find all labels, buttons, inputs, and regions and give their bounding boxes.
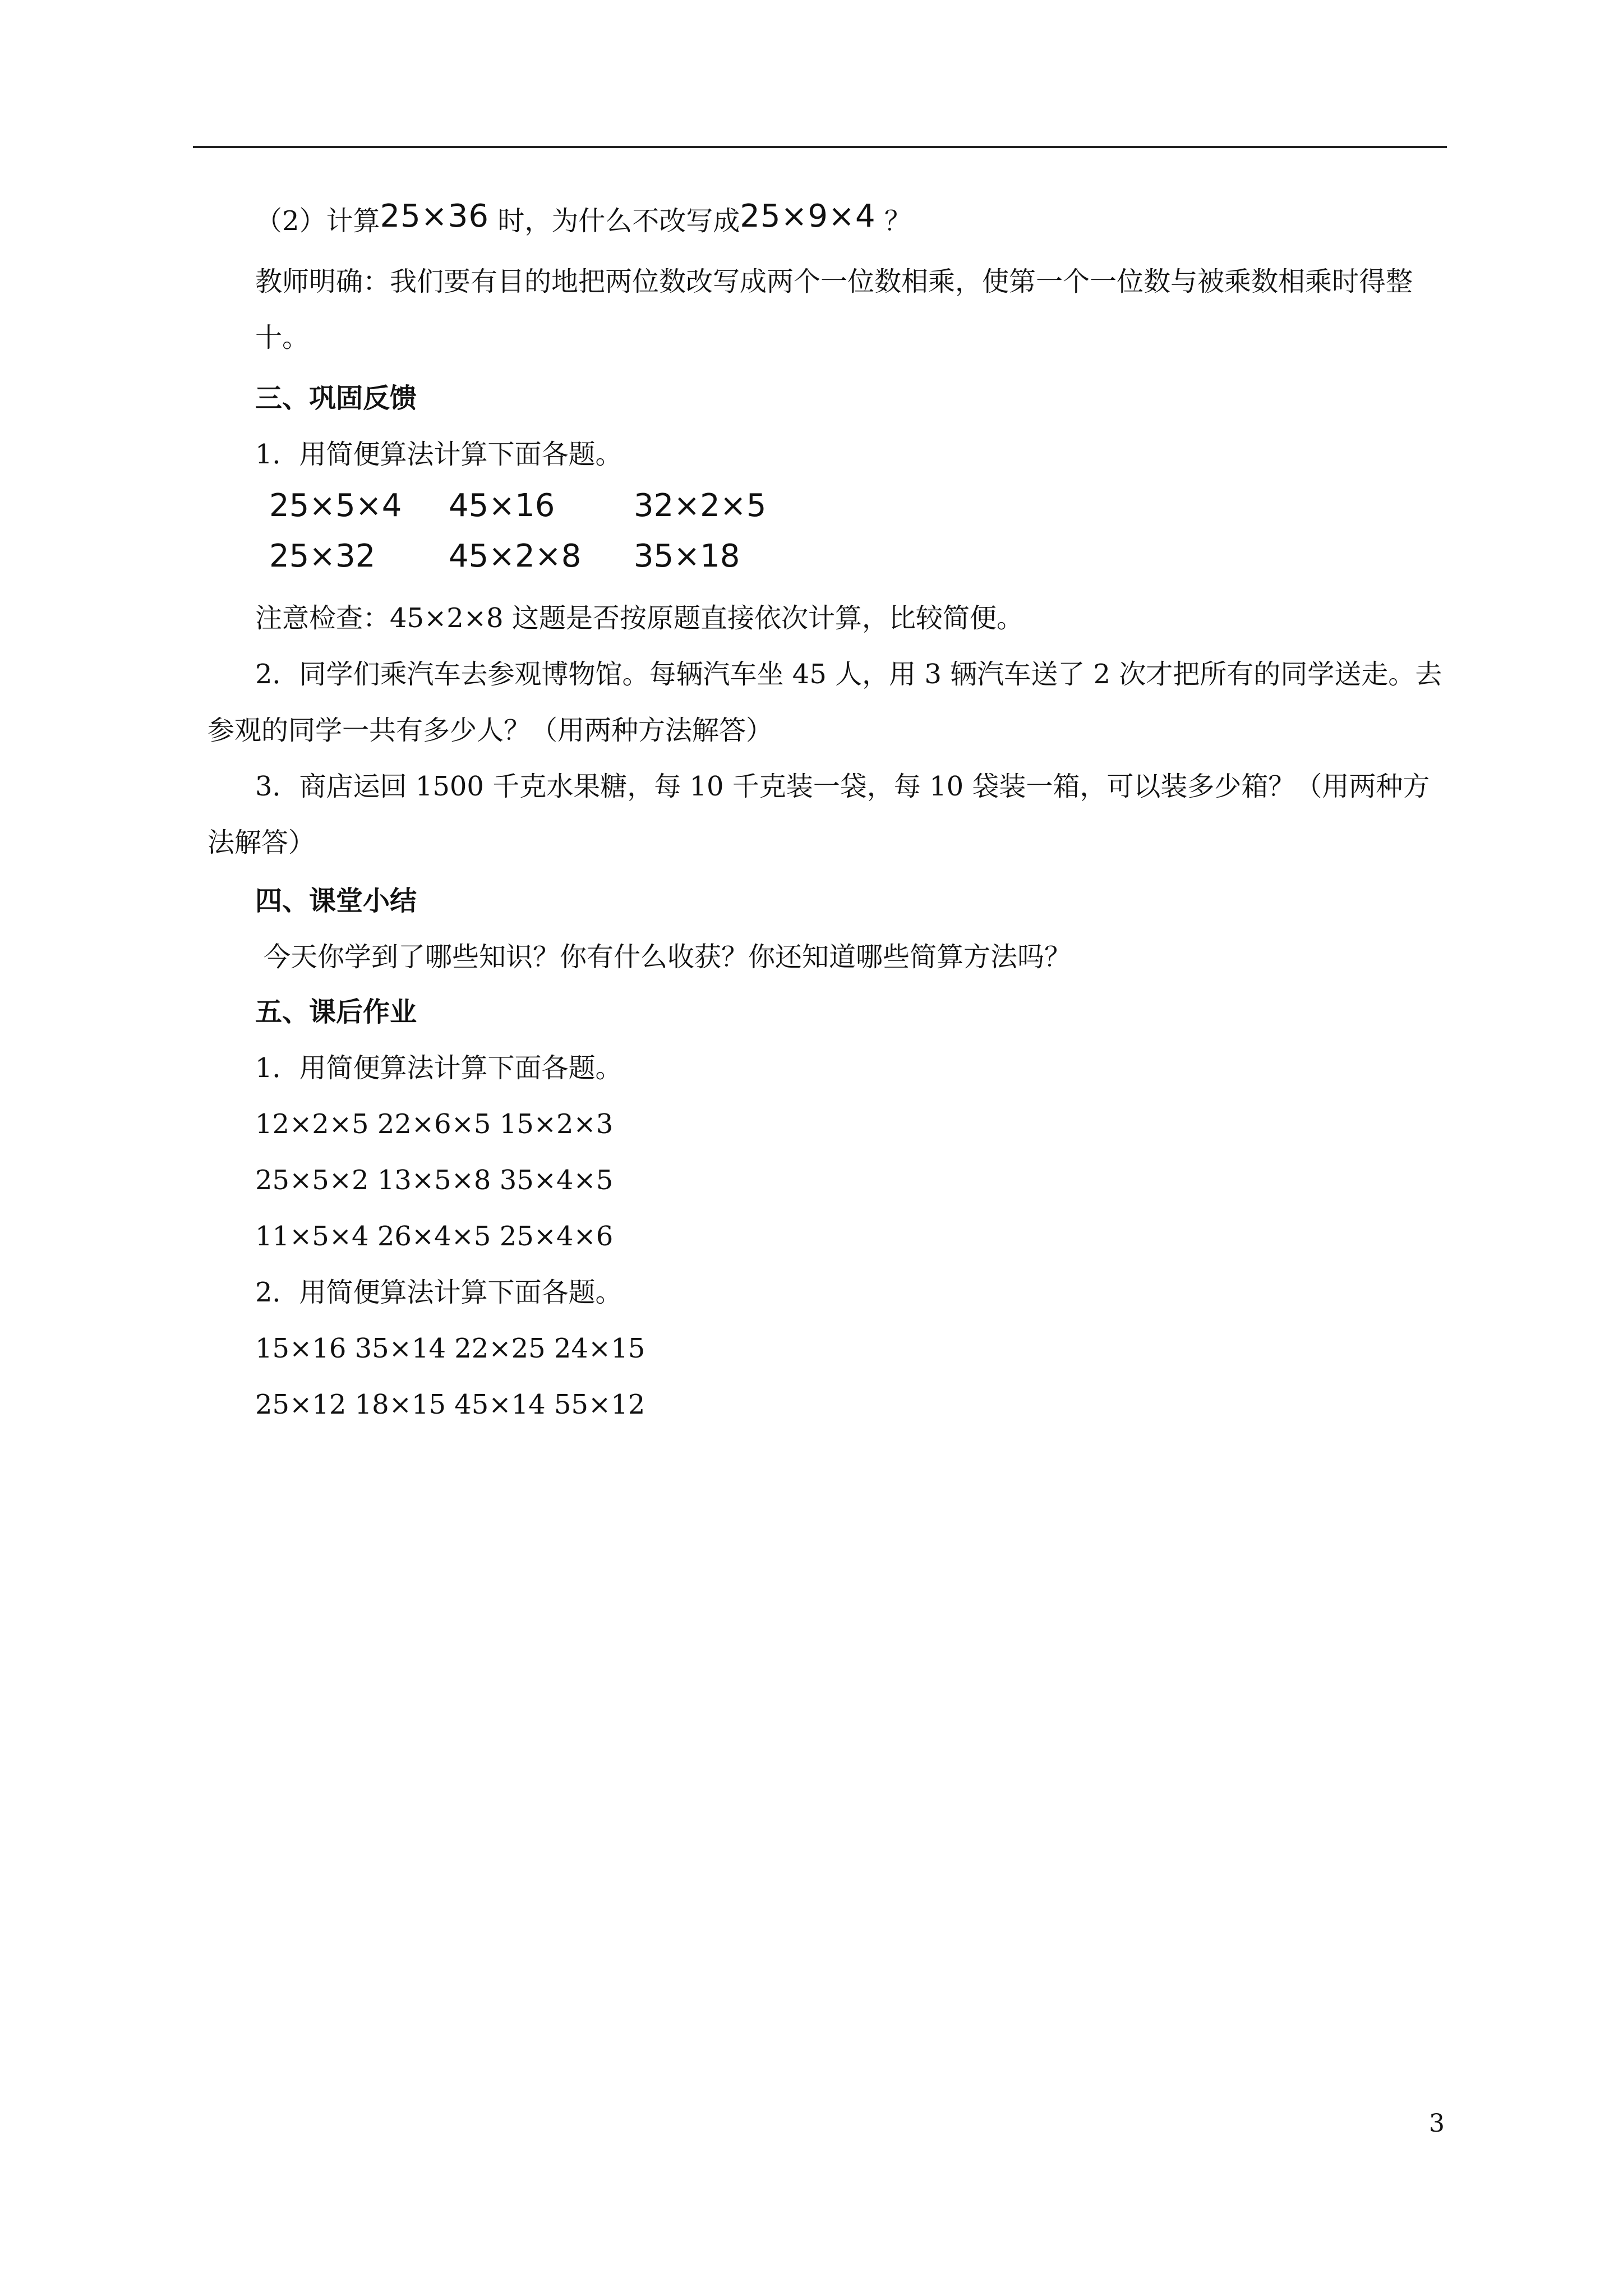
page-number: 3 — [1429, 2109, 1445, 2138]
exercise-row: 11×5×4 26×4×5 25×4×6 — [255, 1221, 614, 1252]
header-rule — [193, 146, 1447, 148]
expression-image-2: 25×9×4 — [740, 198, 876, 234]
section-4-text: 今天你学到了哪些知识？你有什么收获？你还知道哪些简算方法吗？ — [264, 941, 1072, 973]
section-3-item-1: 1．用简便算法计算下面各题。 — [255, 439, 623, 470]
grid-r1-c1: 25×5×4 — [269, 487, 402, 524]
exercise-row: 25×5×2 13×5×8 35×4×5 — [255, 1165, 614, 1196]
grid-r1-c2: 45×16 — [449, 487, 555, 524]
section-5-item-1: 1．用简便算法计算下面各题。 — [255, 1052, 623, 1084]
exercise-row: 12×2×5 22×6×5 15×2×3 — [255, 1108, 614, 1140]
section-3-title: 三、巩固反馈 — [255, 383, 417, 414]
question-2-suffix: ？ — [875, 205, 911, 237]
expression-image-1: 25×36 — [380, 198, 489, 234]
grid-r1-c3: 32×2×5 — [634, 487, 767, 524]
grid-r2-c3: 35×18 — [634, 538, 740, 574]
question-2-line — [255, 200, 911, 238]
exercise-row: 15×16 35×14 22×25 24×15 — [255, 1333, 645, 1364]
question-2-mid: 时，为什么不改写成 — [488, 205, 740, 237]
exercise-row: 25×12 18×15 45×14 55×12 — [255, 1389, 645, 1420]
section-5-title: 五、课后作业 — [255, 996, 417, 1028]
grid-r2-c2: 45×2×8 — [449, 538, 582, 574]
section-3-item-2: 2．同学们乘汽车去参观博物馆。每辆汽车坐 45 人，用 3 辆汽车送了 2 次才把所有的同学送走。去参观的同学一共有多少人？（用两种方法解答） — [208, 659, 1442, 746]
section-3-item-3: 3．商店运回 1500 千克水果糖，每 10 千克装一袋，每 10 袋装一箱，可以装多少箱？（用两种方法解答） — [208, 771, 1430, 858]
teacher-note: 教师明确：我们要有目的地把两位数改写成两个一位数相乘，使第一个一位数与被乘数相乘时得整十。 — [255, 266, 1413, 353]
question-2-prefix: （2）计算 — [255, 205, 380, 237]
section-5-item-2: 2．用简便算法计算下面各题。 — [255, 1277, 623, 1308]
check-note: 注意检查：45×2×8 这题是否按原题直接依次计算，比较简便。 — [255, 602, 1023, 634]
section-4-title: 四、课堂小结 — [255, 885, 417, 917]
grid-r2-c1: 25×32 — [269, 538, 376, 574]
